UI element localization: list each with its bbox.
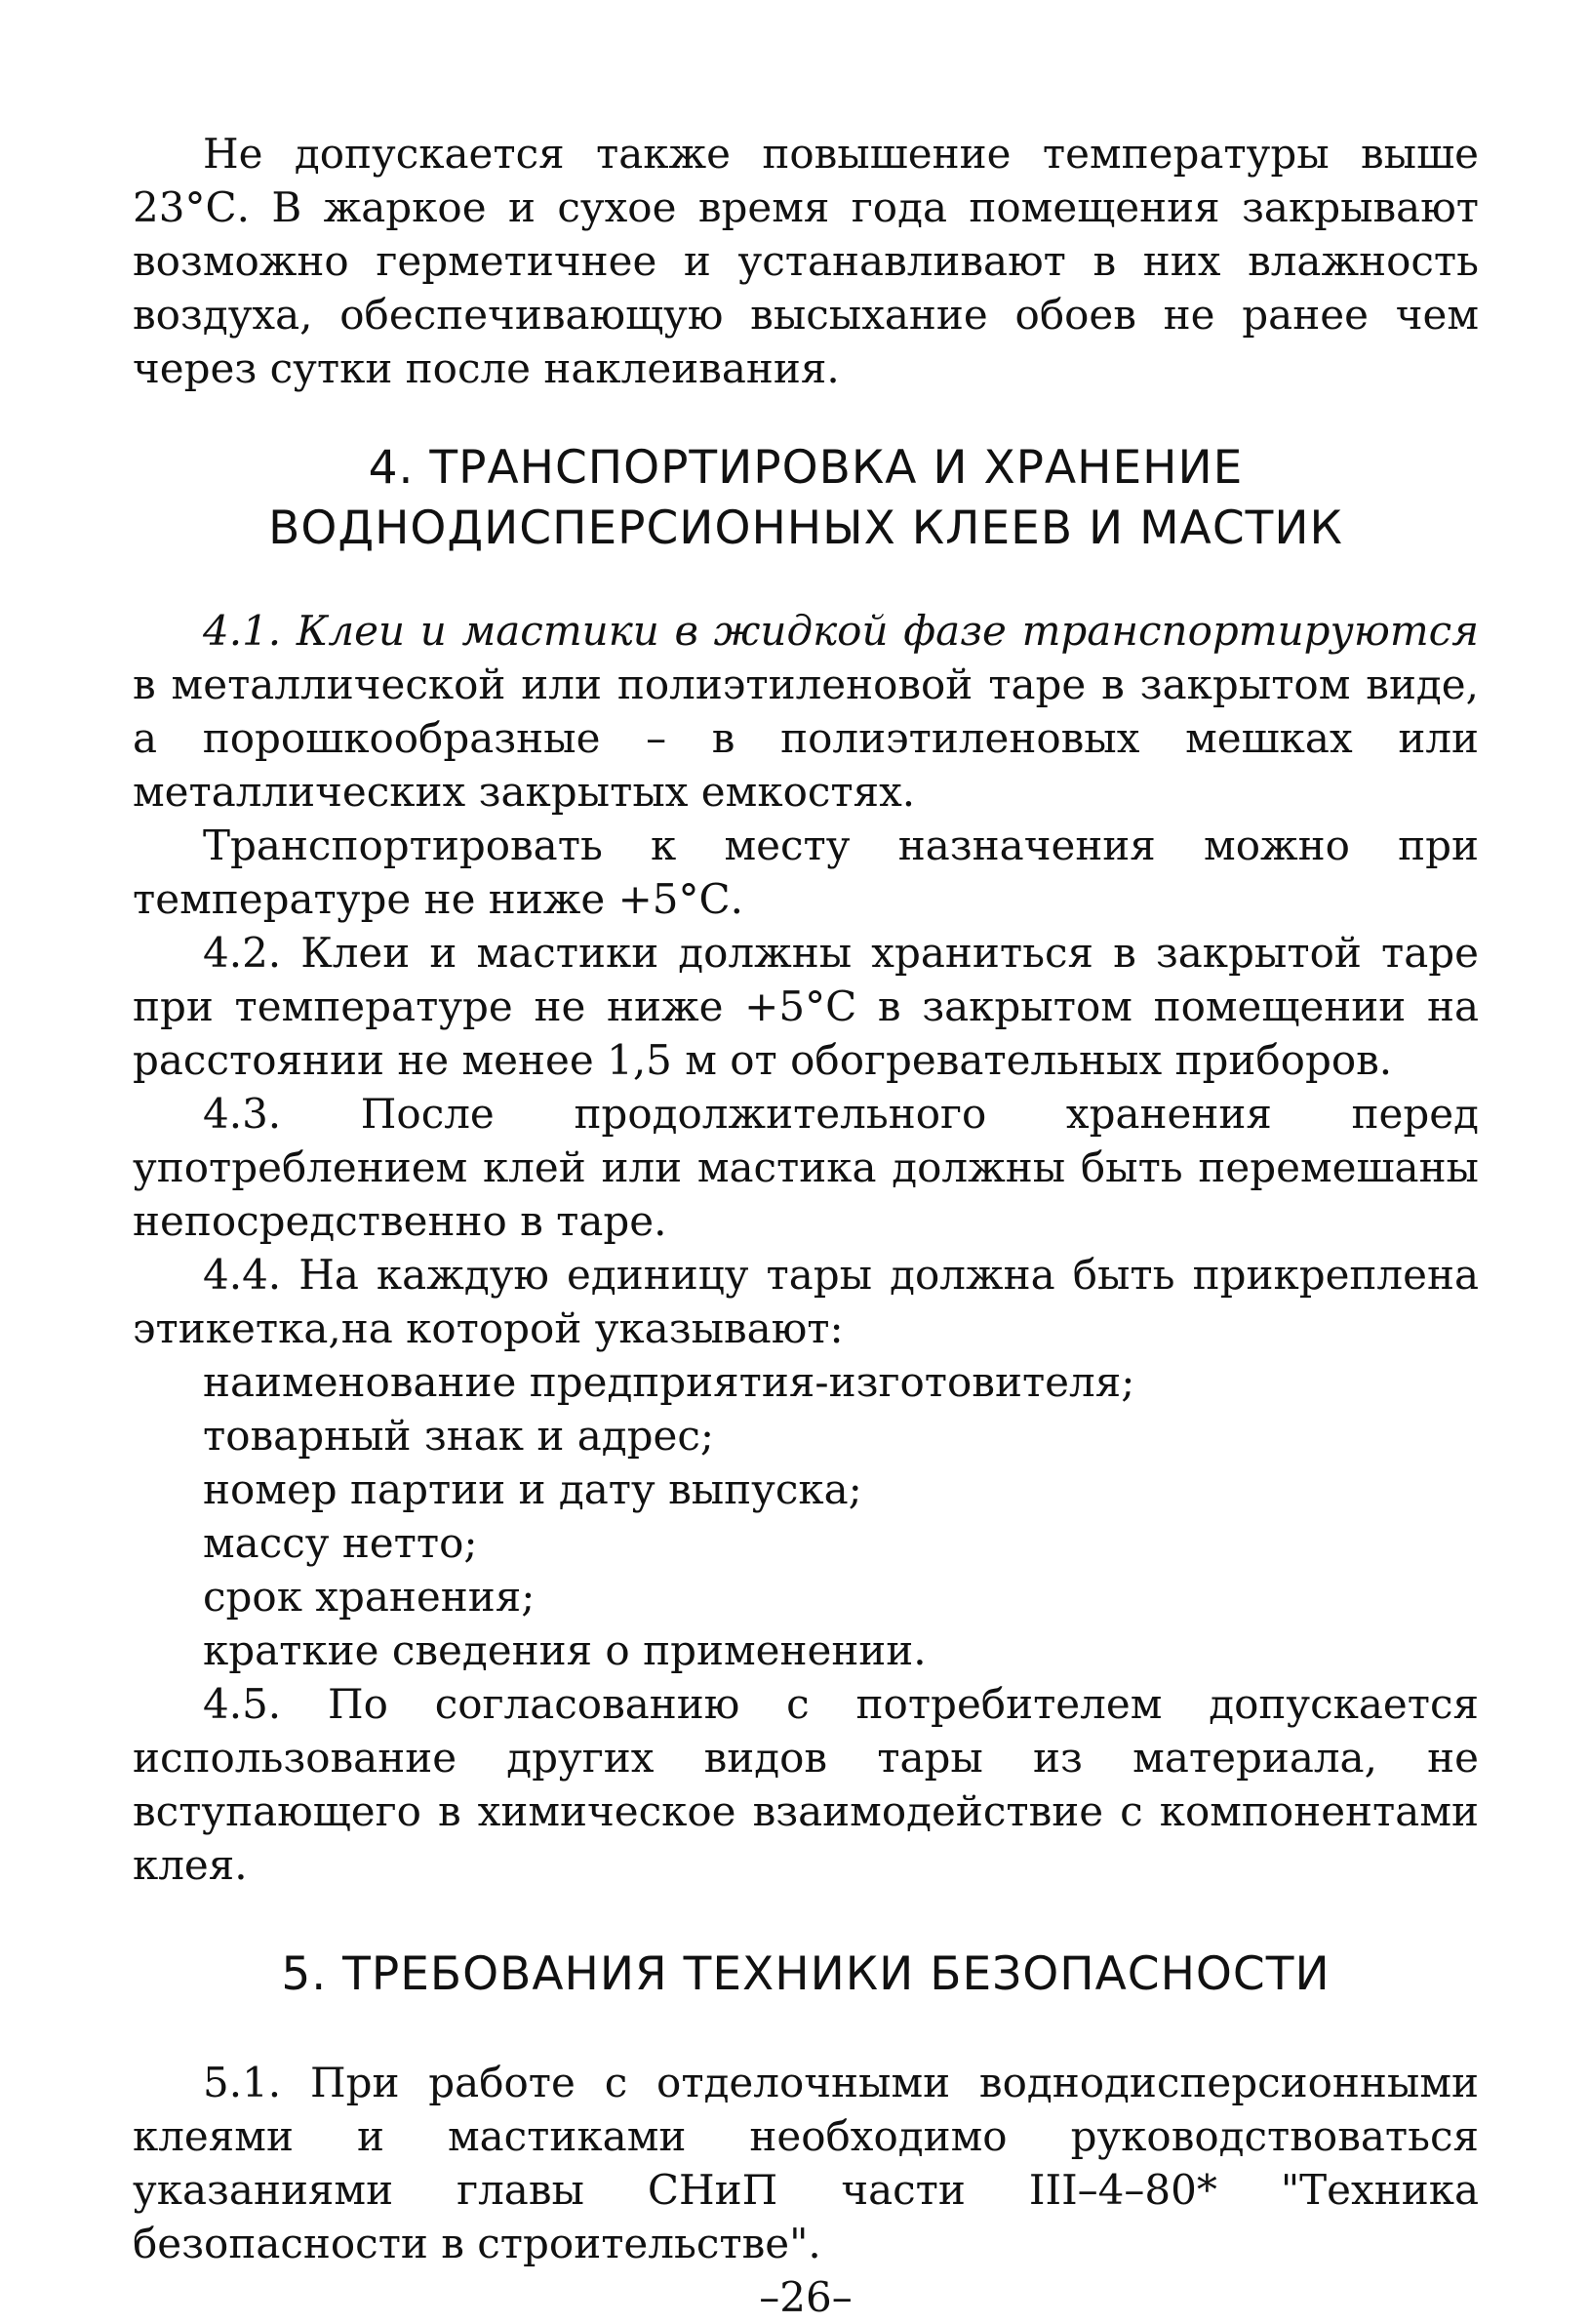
paragraph-5-1: 5.1. При работе с отделочными воднодисперсионными клеями и мастиками необходимо руководствоваться указаниями главы СНиП части III–4–80* "Техника безопасности в строительстве". <box>133 2059 1479 2267</box>
label-item: номер партии и дату выпуска; <box>203 1465 862 1513</box>
paragraph-4-1-transport: Транспортировать к месту назначения можно при температуре не ниже +5°С. <box>133 821 1479 923</box>
page-number: –26– <box>759 2273 853 2321</box>
paragraph-4-1 <box>133 604 1479 819</box>
spacer <box>133 2005 1479 2056</box>
intro-paragraph: Не допускается также повышение температуры выше 23°С. В жаркое и сухое время года помещения закрывают возможно герметичнее и устанавливают в них влажность воздуха, обеспечивающую высыхание обоев не ранее чем через сутки после наклеивания. <box>133 130 1479 392</box>
paragraph-4-1-italic: 4.1. Клеи и мастики в жидкой фазе транспортируются <box>203 607 1479 655</box>
label-item: краткие сведения о применении. <box>203 1626 927 1674</box>
paragraph-4-3: 4.3. После продолжительного хранения перед употреблением клей или мастика должны быть перемешаны непосредственно в таре. <box>133 1090 1479 1245</box>
spacer <box>133 559 1479 604</box>
section-5-title: 5. ТРЕБОВАНИЯ ТЕХНИКИ БЕЗОПАСНОСТИ <box>281 1947 1331 2001</box>
spacer <box>133 395 1479 438</box>
paragraph-4-2: 4.2. Клеи и мастики должны храниться в закрытой таре при температуре не ниже +5°С в закрытом помещении на расстоянии не менее 1,5 м от обогревательных приборов. <box>133 929 1479 1084</box>
document-page <box>133 127 1479 2324</box>
label-item: наименование предприятия-изготовителя; <box>203 1358 1135 1406</box>
paragraph-4-1-rest: в металлической или полиэтиленовой таре в закрытом виде, а порошкообразные – в полиэтиленовых мешках или металлических закрытых емкостях. <box>133 661 1479 816</box>
section-4-title-line-1: 4. ТРАНСПОРТИРОВКА И ХРАНЕНИЕ <box>368 441 1244 495</box>
section-4-title-line-2: ВОДНОДИСПЕРСИОННЫХ КЛЕЕВ И МАСТИК <box>268 501 1343 555</box>
paragraph-4-5: 4.5. По согласованию с потребителем допускается использование других видов тары из материала, не вступающего в химическое взаимодействие с компонентами клея. <box>133 1680 1479 1889</box>
spacer <box>133 1892 1479 1944</box>
label-item: товарный знак и адрес; <box>203 1412 715 1460</box>
paragraph-4-4: 4.4. На каждую единицу тары должна быть прикреплена этикетка,на которой указывают: <box>133 1251 1479 1352</box>
label-item: срок хранения; <box>203 1573 536 1621</box>
label-item: массу нетто; <box>203 1519 478 1567</box>
